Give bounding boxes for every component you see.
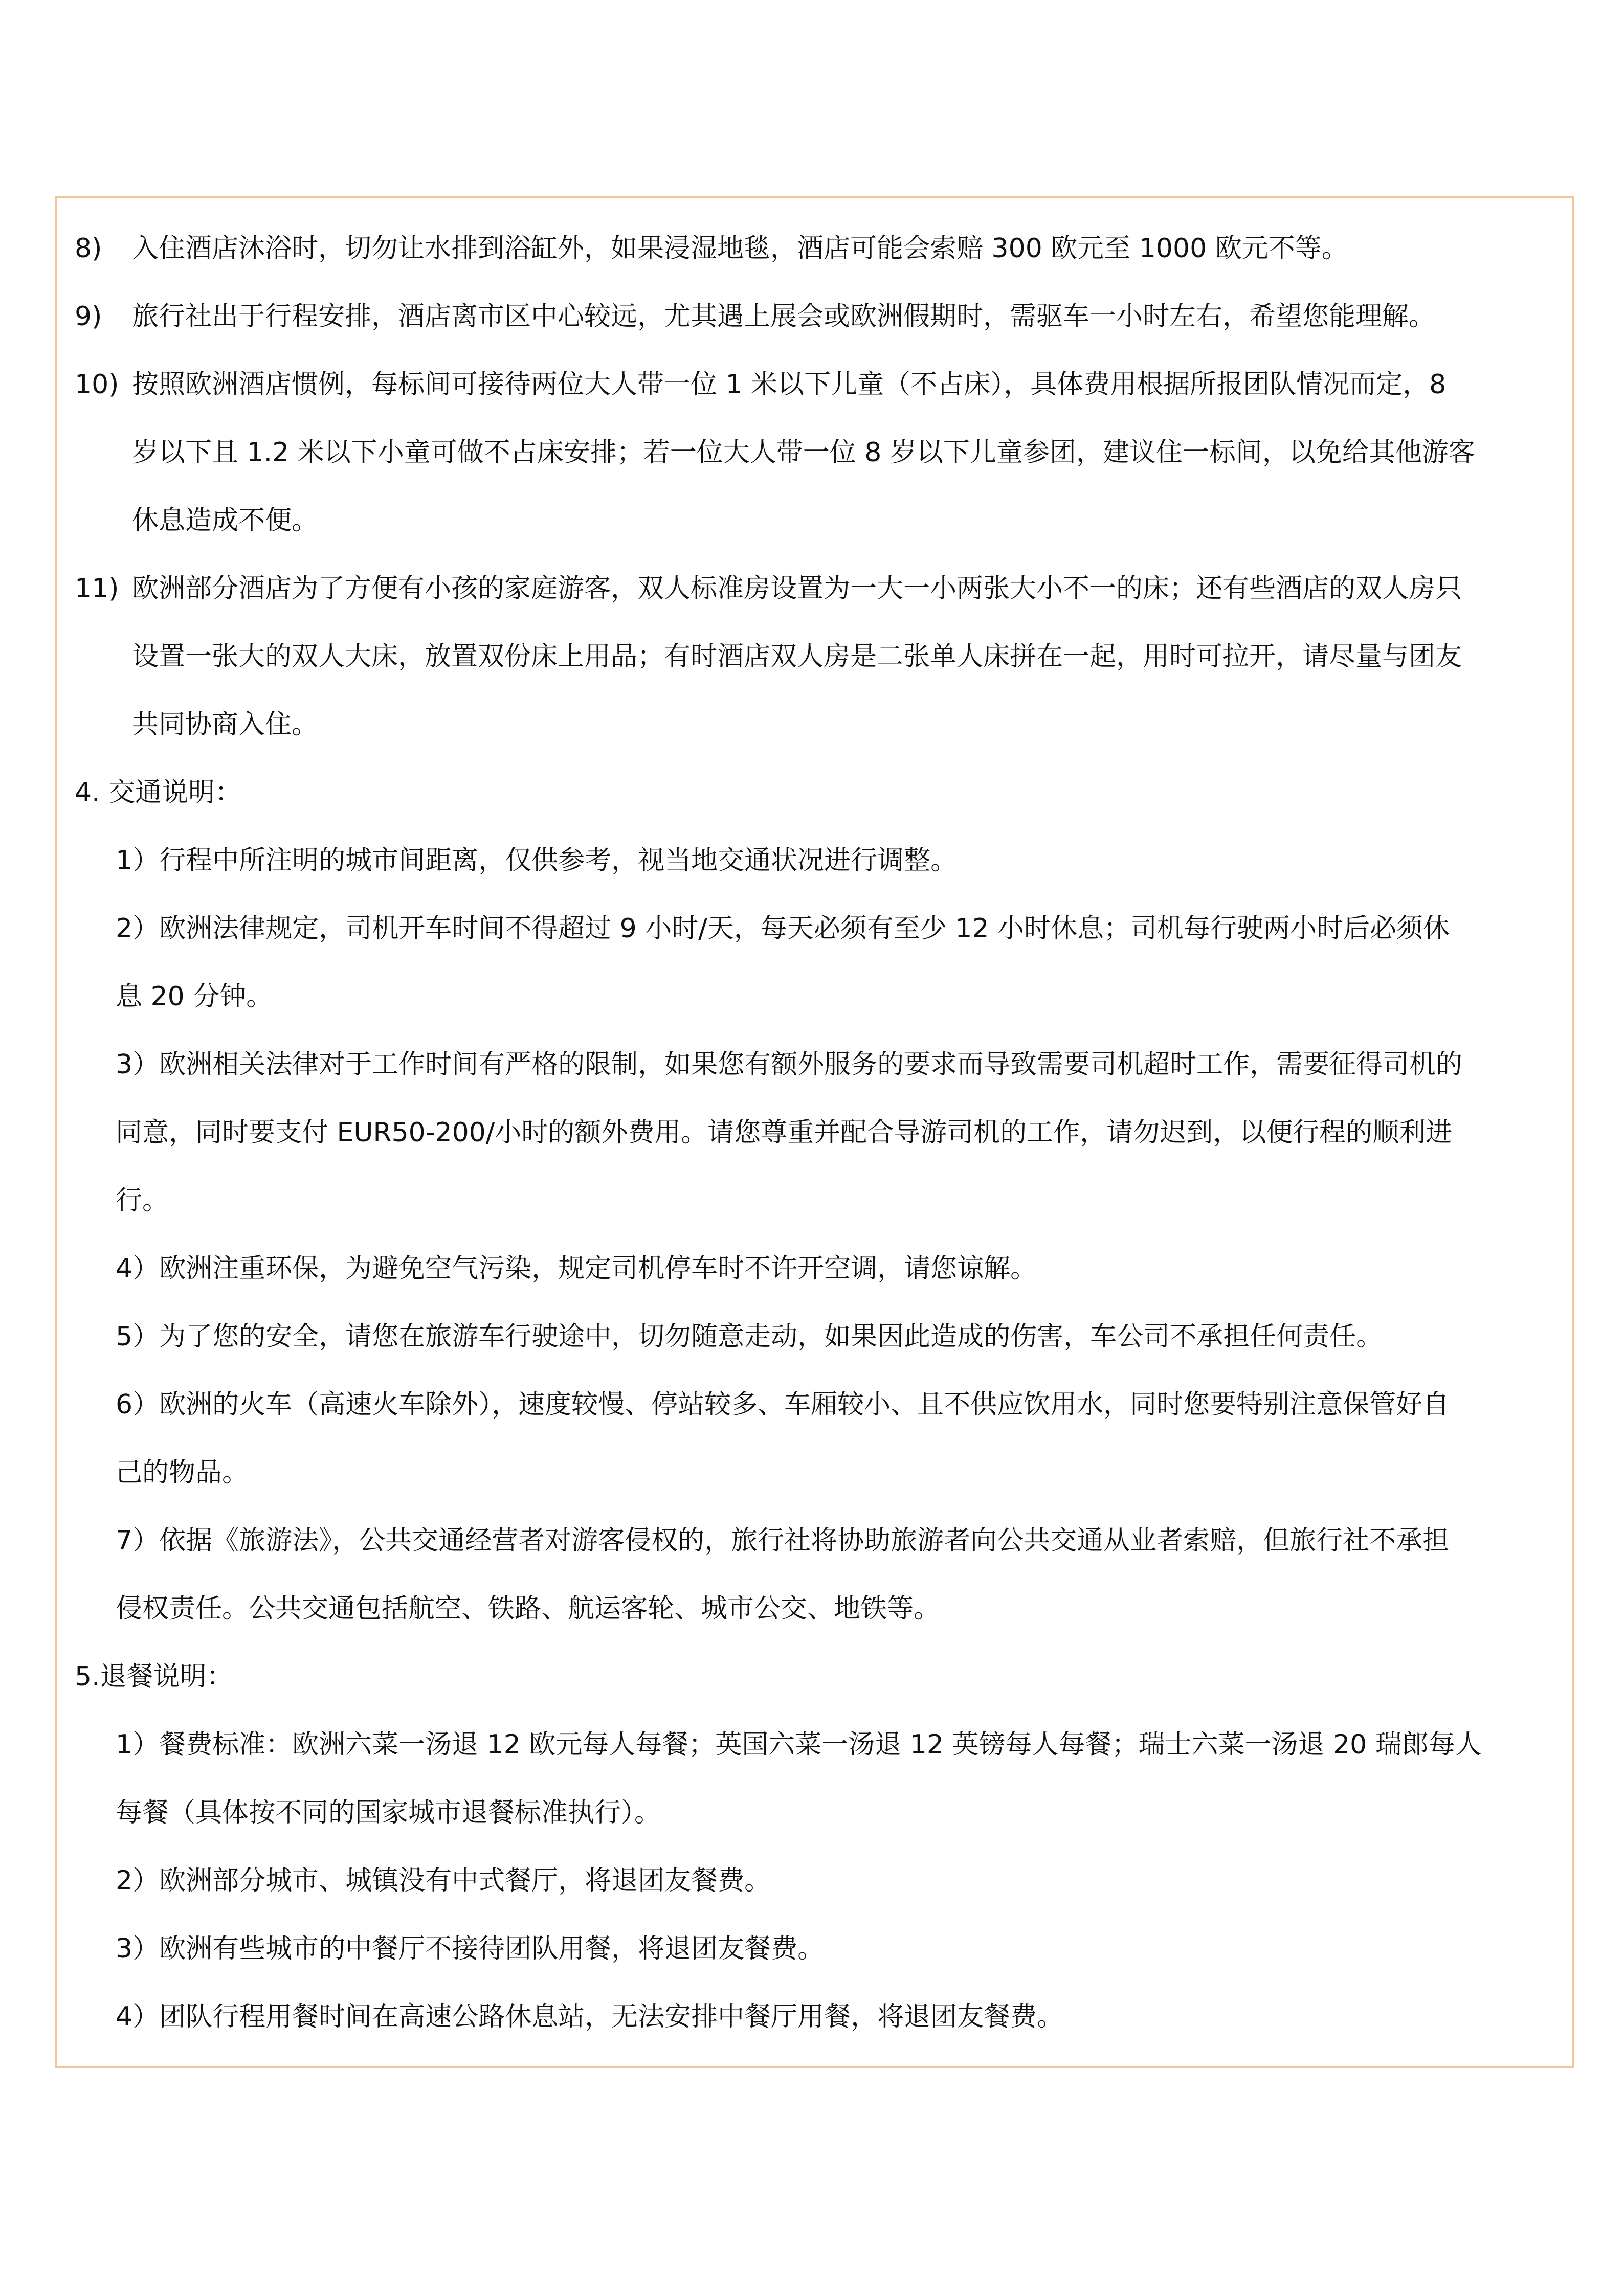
list-item-continuation bbox=[75, 1167, 1558, 1235]
list-item bbox=[75, 1915, 1558, 1983]
item-text: 每餐（具体按不同的国家城市退餐标准执行）。 bbox=[116, 1797, 661, 1828]
item-text: 7）依据《旅游法》，公共交通经营者对游客侵权的，旅行社将协助旅游者向公共交通从业者索赔，但旅行社不承担 bbox=[116, 1525, 1450, 1556]
section-heading: 4. 交通说明： bbox=[75, 777, 242, 808]
section-heading: 5.退餐说明： bbox=[75, 1661, 233, 1692]
list-item bbox=[75, 351, 1558, 419]
list-item-continuation bbox=[75, 963, 1558, 1031]
item-text: 4）欧洲注重环保，为避免空气污染，规定司机停车时不许开空调，请您谅解。 bbox=[116, 1253, 1037, 1284]
list-item bbox=[75, 1847, 1558, 1915]
document-body bbox=[75, 215, 1558, 2051]
item-text: 行。 bbox=[116, 1185, 169, 1216]
item-text: 欧洲部分酒店为了方便有小孩的家庭游客，双人标准房设置为一大一小两张大小不一的床；还有些酒店的双人房只 bbox=[132, 573, 1462, 604]
item-text: 按照欧洲酒店惯例，每标间可接待两位大人带一位 1 米以下儿童（不占床），具体费用根据所报团队情况而定，8 bbox=[132, 369, 1447, 400]
item-text: 同意，同时要支付 EUR50-200/小时的额外费用。请您尊重并配合导游司机的工作，请勿迟到，以便行程的顺利进 bbox=[116, 1117, 1453, 1148]
item-text: 休息造成不便。 bbox=[132, 505, 319, 536]
list-item bbox=[75, 895, 1558, 963]
item-text: 5）为了您的安全，请您在旅游车行驶途中，切勿随意走动，如果因此造成的伤害，车公司不承担任何责任。 bbox=[116, 1321, 1383, 1352]
list-item bbox=[75, 1031, 1558, 1099]
item-text: 4）团队行程用餐时间在高速公路休息站，无法安排中餐厅用餐，将退团友餐费。 bbox=[116, 2001, 1064, 2032]
section-heading-meals bbox=[75, 1643, 1558, 1711]
item-text: 3）欧洲相关法律对于工作时间有严格的限制，如果您有额外服务的要求而导致需要司机超时工作，需要征得司机的 bbox=[116, 1049, 1463, 1080]
item-text: 2）欧洲法律规定，司机开车时间不得超过 9 小时/天，每天必须有至少 12 小时休息；司机每行驶两小时后必须休 bbox=[116, 913, 1450, 944]
item-text: 1）餐费标准：欧洲六菜一汤退 12 欧元每人每餐；英国六菜一汤退 12 英镑每人每餐；瑞士六菜一汤退 20 瑞郎每人 bbox=[116, 1729, 1482, 1760]
item-number: 8) bbox=[75, 233, 102, 264]
list-item bbox=[75, 283, 1558, 351]
item-text: 入住酒店沐浴时，切勿让水排到浴缸外，如果浸湿地毯，酒店可能会索赔 300 欧元至 1000 欧元不等。 bbox=[132, 233, 1348, 264]
list-item bbox=[75, 1711, 1558, 1779]
item-text: 侵权责任。公共交通包括航空、铁路、航运客轮、城市公交、地铁等。 bbox=[116, 1593, 941, 1624]
item-text: 岁以下且 1.2 米以下小童可做不占床安排；若一位大人带一位 8 岁以下儿童参团，建议住一标间，以免给其他游客 bbox=[132, 437, 1475, 468]
item-text: 6）欧洲的火车（高速火车除外），速度较慢、停站较多、车厢较小、且不供应饮用水，同时您要特别注意保管好自 bbox=[116, 1389, 1450, 1420]
list-item bbox=[75, 555, 1558, 623]
item-number: 9) bbox=[75, 301, 102, 332]
list-item bbox=[75, 1983, 1558, 2051]
item-number: 11) bbox=[75, 573, 119, 604]
list-item bbox=[75, 1235, 1558, 1303]
list-item-continuation bbox=[75, 1439, 1558, 1507]
list-item bbox=[75, 1303, 1558, 1371]
section-heading-transport bbox=[75, 759, 1558, 827]
list-item-continuation bbox=[75, 419, 1558, 487]
list-item-continuation bbox=[75, 623, 1558, 691]
list-item bbox=[75, 1371, 1558, 1439]
item-text: 旅行社出于行程安排，酒店离市区中心较远，尤其遇上展会或欧洲假期时，需驱车一小时左右，希望您能理解。 bbox=[132, 301, 1436, 332]
item-text: 2）欧洲部分城市、城镇没有中式餐厅，将退团友餐费。 bbox=[116, 1865, 771, 1896]
item-text: 共同协商入住。 bbox=[132, 709, 319, 740]
item-text: 己的物品。 bbox=[116, 1457, 249, 1488]
list-item-continuation bbox=[75, 691, 1558, 759]
item-text: 3）欧洲有些城市的中餐厅不接待团队用餐，将退团友餐费。 bbox=[116, 1933, 825, 1964]
item-text: 息 20 分钟。 bbox=[116, 981, 273, 1012]
list-item bbox=[75, 215, 1558, 283]
list-item bbox=[75, 1507, 1558, 1575]
item-text: 设置一张大的双人大床，放置双份床上用品；有时酒店双人房是二张单人床拼在一起，用时可拉开，请尽量与团友 bbox=[132, 641, 1462, 672]
item-number: 10) bbox=[75, 369, 119, 400]
list-item-continuation bbox=[75, 1099, 1558, 1167]
item-text: 1）行程中所注明的城市间距离，仅供参考，视当地交通状况进行调整。 bbox=[116, 845, 958, 876]
list-item-continuation bbox=[75, 487, 1558, 555]
list-item-continuation bbox=[75, 1575, 1558, 1643]
list-item bbox=[75, 827, 1558, 895]
list-item-continuation bbox=[75, 1779, 1558, 1847]
